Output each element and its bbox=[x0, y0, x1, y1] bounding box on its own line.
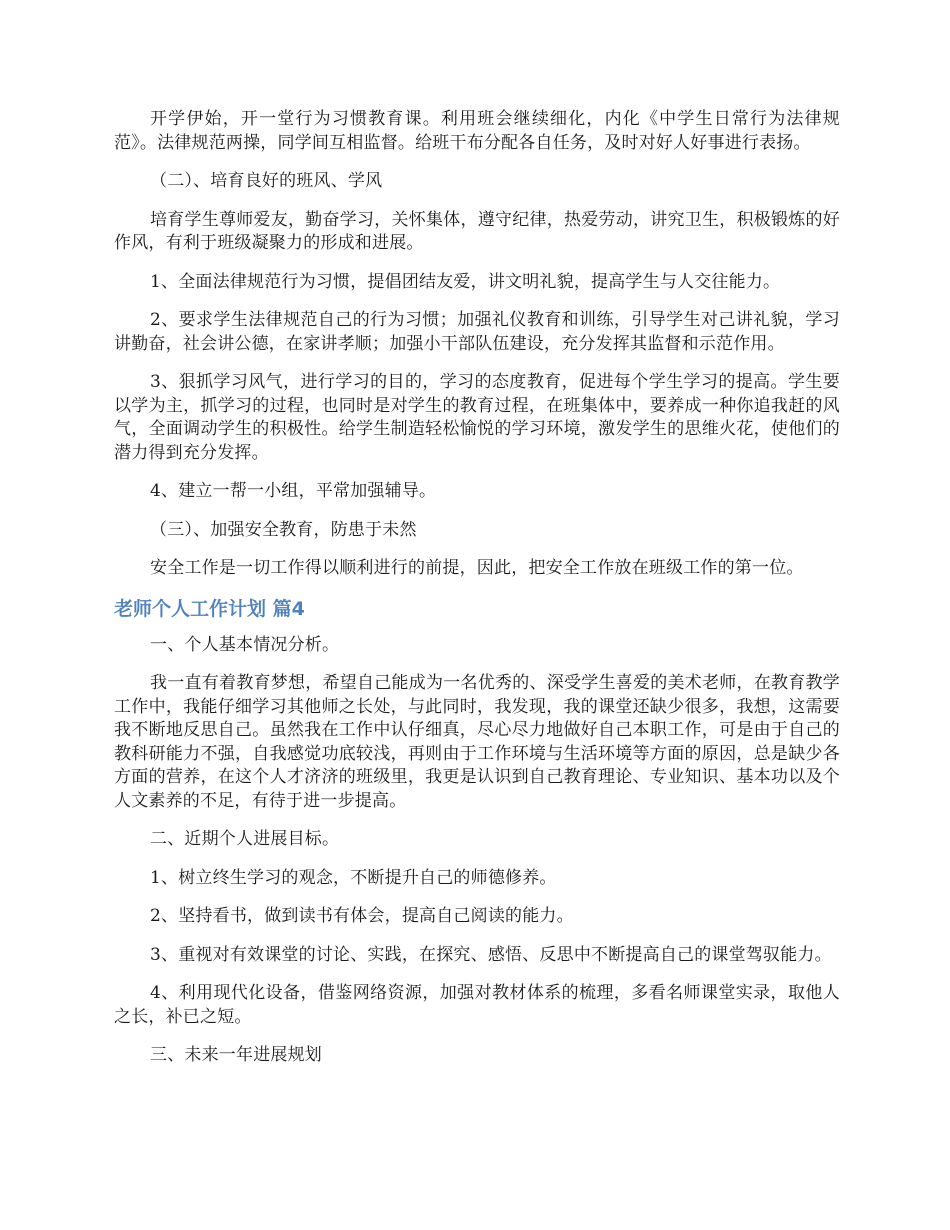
section-heading: 老师个人工作计划 篇4 bbox=[114, 597, 305, 620]
subheading-paragraph: 一、个人基本情况分析。 bbox=[150, 634, 340, 655]
list-paragraph: 1、全面法律规范行为习惯，提倡团结友爱，讲文明礼貌，提高学生与人交往能力。 bbox=[150, 271, 781, 292]
paragraph: 开学伊始，开一堂行为习惯教育课。利用班会继续细化，内化《中学生日常行为法律规范》。法律规范两操，同学间互相监督。给班干布分配各自任务，及时对好人好事进行表扬。 bbox=[114, 109, 840, 153]
subheading-paragraph: 二、近期个人进展目标。 bbox=[150, 829, 340, 849]
list-paragraph: 4、建立一帮一小组，平常加强辅导。 bbox=[150, 481, 437, 501]
list-paragraph: 3、重视对有效课堂的讨论、实践，在探究、感悟、反思中不断提高自己的课堂驾驭能力。 bbox=[150, 944, 832, 965]
subheading-paragraph: 三、未来一年进展规划 bbox=[150, 1045, 322, 1065]
list-paragraph: 4、利用现代化设备，借鉴网络资源，加强对教材体系的梳理，多看名师课堂实录，取他人之长，补已之短。 bbox=[114, 983, 840, 1027]
subheading-paragraph: （二）、培育良好的班风、学风 bbox=[150, 171, 383, 191]
document-page bbox=[114, 108, 840, 1083]
paragraph: 我一直有着教育梦想，希望自己能成为一名优秀的、深受学生喜爱的美术老师，在教育教学工作中，我能仔细学习其他师之长处，与此同时，我发现，我的课堂还缺少很多，我想，这需要我不断地反思自己。虽然我在工作中认仔细真，尽心尽力地做好自己本职工作，可是由于自己的教科研能力不强，自我感觉功底较浅，再则由于工作环境与生活环境等方面的原因，总是缺少各方面的营养，在这个人才济济的班级里，我更是认识到自己教育理论、专业知识、基本功以及个人文素养的不足，有待于进一步提高。 bbox=[114, 673, 840, 811]
paragraph: 安全工作是一切工作得以顺利进行的前提，因此，把安全工作放在班级工作的第一位。 bbox=[150, 558, 804, 578]
list-paragraph: 1、树立终生学习的观念，不断提升自己的师德修养。 bbox=[150, 867, 557, 888]
paragraph: 培育学生尊师爱友，勤奋学习，关怀集体，遵守纪律，热爱劳动，讲究卫生，积极锻炼的好作风，有利于班级凝聚力的形成和进展。 bbox=[114, 209, 840, 253]
list-paragraph: 3、狠抓学习风气，进行学习的目的，学习的态度教育，促进每个学生学习的提高。学生要以学为主，抓学习的过程，也同时是对学生的教育过程，在班集体中，要养成一种你追我赶的风气，全面调动学生的积极性。给学生制造轻松愉悦的学习环境，激发学生的思维火花，使他们的潜力得到充分发挥。 bbox=[114, 372, 840, 463]
list-paragraph: 2、要求学生法律规范自己的行为习惯；加强礼仪教育和训练，引导学生对己讲礼貌，学习讲勤奋，社会讲公德，在家讲孝顺；加强小干部队伍建设，充分发挥其监督和示范作用。 bbox=[114, 310, 840, 354]
subheading-paragraph: （三）、加强安全教育，防患于未然 bbox=[150, 519, 417, 540]
list-paragraph: 2、坚持看书，做到读书有体会，提高自己阅读的能力。 bbox=[150, 906, 574, 926]
